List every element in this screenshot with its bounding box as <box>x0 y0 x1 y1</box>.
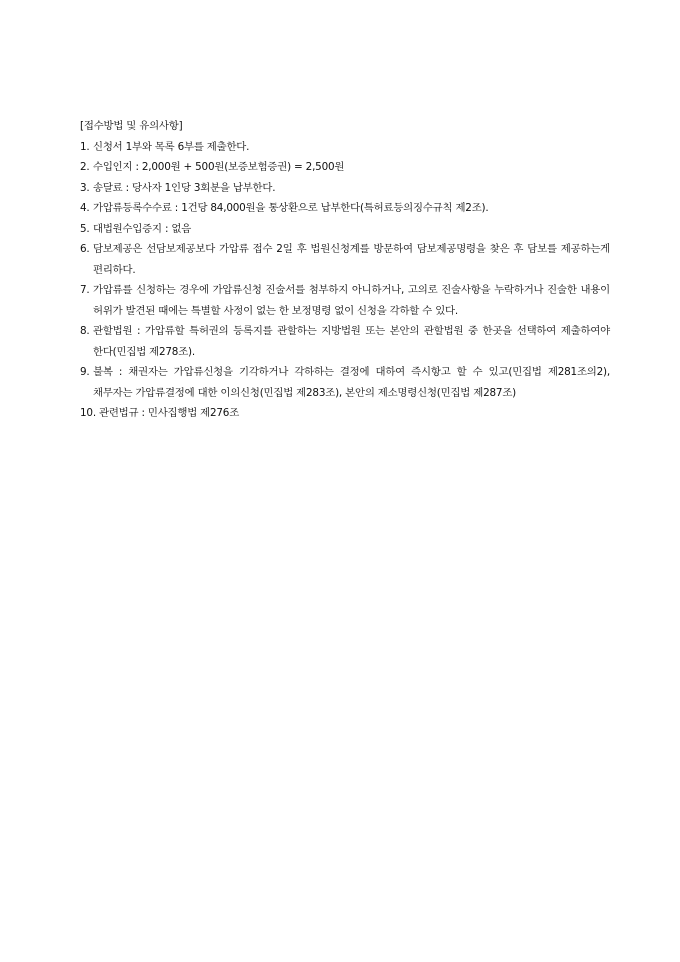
list-item <box>80 198 610 219</box>
list-item <box>80 178 610 199</box>
item-number: 3. <box>80 181 90 194</box>
list-item <box>80 157 610 178</box>
notes-list <box>80 137 610 424</box>
list-item <box>80 239 610 280</box>
list-item <box>80 137 610 158</box>
list-item <box>80 321 610 362</box>
item-text: 대법원수입증지 : 없음 <box>93 222 192 235</box>
item-text: 관련법규 : 민사집행법 제276조 <box>99 407 240 419</box>
item-number: 1. <box>80 140 90 153</box>
item-number: 5. <box>80 222 90 235</box>
document-page <box>80 116 610 424</box>
item-text: 송달료 : 당사자 1인당 3회분을 납부한다. <box>93 181 276 194</box>
item-number: 7. <box>80 284 90 296</box>
item-text: 담보제공은 선담보제공보다 가압류 접수 2일 후 법원신청계를 방문하여 담보제공명령을 찾은 후 담보를 제공하는게 편리하다. <box>93 243 610 276</box>
item-number: 9. <box>80 366 90 378</box>
item-text: 불복 : 채권자는 가압류신청을 기각하거나 각하하는 결정에 대하여 즉시항고 할 수 있고(민집법 제281조의2), 채무자는 가압류결정에 대한 이의신청(민집법 제283조), 본안의 제소명령신청(민집법 제287조) <box>93 366 610 399</box>
item-text: 관할법원 : 가압류할 특허권의 등록지를 관할하는 지방법원 또는 본안의 관할법원 중 한곳을 선택하여 제출하여야 한다(민집법 제278조). <box>93 325 610 358</box>
item-text: 수입인지 : 2,000원 + 500원(보증보험증권) = 2,500원 <box>93 161 345 173</box>
list-item <box>80 219 610 240</box>
item-text: 가압류등록수수료 : 1건당 84,000원을 통상환으로 납부한다(특허료등의징수규칙 제2조). <box>93 202 489 214</box>
item-number: 10. <box>80 407 96 419</box>
item-text: 신청서 1부와 목록 6부를 제출한다. <box>93 140 250 153</box>
list-item <box>80 403 610 424</box>
item-number: 6. <box>80 243 90 255</box>
list-item <box>80 362 610 403</box>
item-number: 4. <box>80 202 90 214</box>
item-number: 2. <box>80 161 90 173</box>
list-item <box>80 280 610 321</box>
item-text: 가압류를 신청하는 경우에 가압류신청 진술서를 첨부하지 아니하거나, 고의로 진술사항을 누락하거나 진술한 내용이 허위가 발견된 때에는 특별할 사정이 없는 한 보정명령 없이 신청을 각하할 수 있다. <box>93 284 610 317</box>
item-number: 8. <box>80 325 90 337</box>
section-heading: [접수방법 및 유의사항] <box>80 120 183 132</box>
